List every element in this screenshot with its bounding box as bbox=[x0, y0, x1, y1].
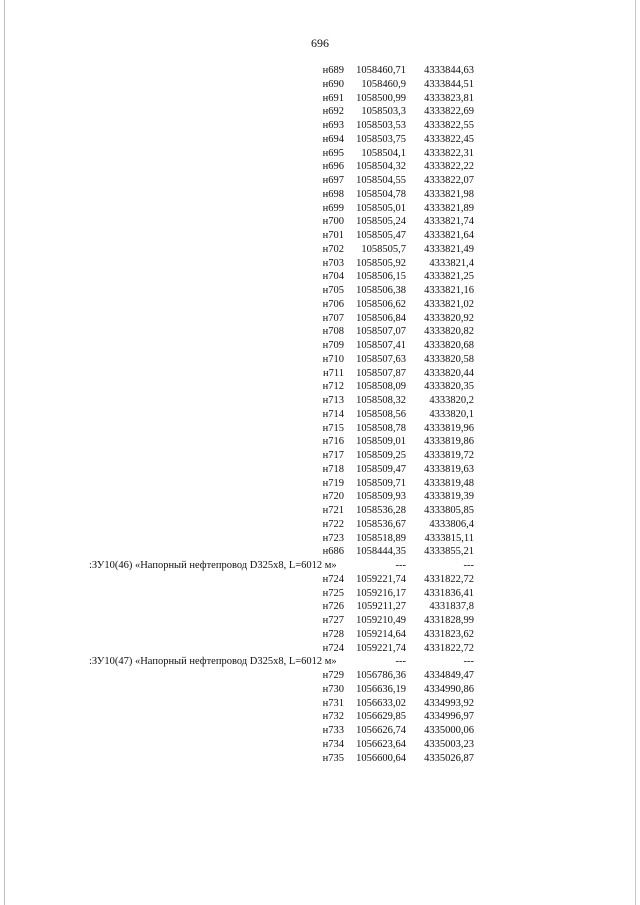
point-id-cell: н720 bbox=[322, 491, 344, 503]
table-row bbox=[0, 78, 640, 92]
x-coordinate-cell: 1058536,67 bbox=[356, 518, 406, 530]
x-coordinate-cell: 1058504,1 bbox=[361, 147, 406, 159]
x-coordinate-cell: 1058504,55 bbox=[356, 175, 406, 186]
y-coordinate-cell: 4333822,31 bbox=[424, 147, 474, 159]
table-row bbox=[0, 215, 640, 229]
y-coordinate-cell: 4333821,02 bbox=[424, 298, 474, 310]
y-coordinate-cell: 4333820,82 bbox=[424, 326, 474, 338]
x-coordinate-cell: 1058506,38 bbox=[356, 285, 406, 296]
point-id-cell: н709 bbox=[322, 340, 344, 351]
table-row bbox=[0, 270, 640, 284]
y-coordinate-cell: 4333819,39 bbox=[424, 491, 474, 503]
x-coordinate-cell: 1056633,02 bbox=[356, 697, 406, 709]
point-id-cell: н728 bbox=[322, 628, 344, 640]
point-id-cell: н715 bbox=[322, 422, 344, 434]
table-row bbox=[0, 243, 640, 257]
y-coordinate-cell: 4333820,68 bbox=[424, 340, 474, 351]
x-coordinate-cell: 1058505,24 bbox=[356, 216, 406, 228]
point-id-cell: н727 bbox=[322, 615, 344, 626]
x-coordinate-cell: 1059216,17 bbox=[356, 587, 406, 599]
point-id-cell: н702 bbox=[322, 243, 344, 255]
table-row bbox=[0, 312, 640, 326]
x-coordinate-cell: 1058509,71 bbox=[356, 477, 406, 489]
page-number: 696 bbox=[311, 36, 329, 50]
table-row bbox=[0, 353, 640, 367]
point-id-cell: н730 bbox=[322, 683, 344, 695]
point-id-cell: н731 bbox=[322, 697, 344, 709]
x-coordinate-cell: 1059221,74 bbox=[356, 573, 406, 585]
table-row bbox=[0, 669, 640, 683]
y-coordinate-cell: 4333821,16 bbox=[424, 285, 474, 296]
y-coordinate-cell: 4333815,11 bbox=[424, 532, 474, 544]
x-coordinate-cell: 1058505,47 bbox=[356, 230, 406, 241]
y-coordinate-cell: 4333844,63 bbox=[424, 65, 474, 76]
x-coordinate-cell: --- bbox=[395, 656, 406, 668]
table-row bbox=[0, 147, 640, 161]
x-coordinate-cell: 1056636,19 bbox=[356, 683, 406, 695]
table-row bbox=[0, 573, 640, 587]
x-coordinate-cell: 1058508,78 bbox=[356, 422, 406, 434]
x-coordinate-cell: 1058505,01 bbox=[356, 202, 406, 214]
x-coordinate-cell: 1058507,07 bbox=[356, 326, 406, 338]
x-coordinate-cell: 1056623,64 bbox=[356, 738, 406, 750]
table-row bbox=[0, 449, 640, 463]
y-coordinate-cell: 4333822,07 bbox=[424, 175, 474, 186]
section-header-row bbox=[0, 655, 640, 669]
table-row bbox=[0, 229, 640, 243]
table-row bbox=[0, 160, 640, 174]
table-row bbox=[0, 614, 640, 628]
y-coordinate-cell: 4333821,98 bbox=[424, 188, 474, 200]
table-row bbox=[0, 188, 640, 202]
point-id-cell: н712 bbox=[322, 381, 344, 393]
y-coordinate-cell: 4333806,4 bbox=[429, 518, 474, 530]
x-coordinate-cell: 1058505,7 bbox=[361, 243, 406, 255]
y-coordinate-cell: 4334993,92 bbox=[424, 697, 474, 709]
section-header-row bbox=[0, 559, 640, 573]
x-coordinate-cell: 1058536,28 bbox=[356, 505, 406, 516]
table-row bbox=[0, 504, 640, 518]
x-coordinate-cell: 1058506,15 bbox=[356, 271, 406, 283]
table-row bbox=[0, 257, 640, 271]
point-id-cell: н693 bbox=[322, 120, 344, 131]
x-coordinate-cell: --- bbox=[395, 560, 406, 571]
table-row bbox=[0, 133, 640, 147]
y-coordinate-cell: 4333820,2 bbox=[429, 395, 474, 406]
point-id-cell: н706 bbox=[322, 298, 344, 310]
y-coordinate-cell: 4333821,4 bbox=[429, 257, 474, 269]
point-id-cell: н723 bbox=[322, 532, 344, 544]
point-id-cell: н708 bbox=[322, 326, 344, 338]
table-row bbox=[0, 339, 640, 353]
point-id-cell: н713 bbox=[322, 395, 344, 406]
x-coordinate-cell: 1058505,92 bbox=[356, 257, 406, 269]
y-coordinate-cell: 4335026,87 bbox=[424, 752, 474, 764]
table-row bbox=[0, 435, 640, 449]
x-coordinate-cell: 1058518,89 bbox=[356, 532, 406, 544]
point-id-cell: н732 bbox=[322, 711, 344, 723]
y-coordinate-cell: 4331822,72 bbox=[424, 573, 474, 585]
point-id-cell: н717 bbox=[322, 450, 344, 461]
table-row bbox=[0, 600, 640, 614]
x-coordinate-cell: 1058507,63 bbox=[356, 353, 406, 365]
y-coordinate-cell: 4333819,86 bbox=[424, 436, 474, 448]
y-coordinate-cell: 4333821,49 bbox=[424, 243, 474, 255]
x-coordinate-cell: 1059221,74 bbox=[356, 642, 406, 654]
y-coordinate-cell: 4334996,97 bbox=[424, 711, 474, 723]
table-row bbox=[0, 697, 640, 711]
table-row bbox=[0, 422, 640, 436]
point-id-cell: н707 bbox=[322, 312, 344, 324]
table-row bbox=[0, 545, 640, 559]
point-id-cell: н695 bbox=[322, 147, 344, 159]
point-id-cell: н696 bbox=[322, 161, 344, 173]
y-coordinate-cell: 4333822,55 bbox=[424, 120, 474, 131]
point-id-cell: н722 bbox=[322, 518, 344, 530]
table-row bbox=[0, 587, 640, 601]
y-coordinate-cell: 4333820,92 bbox=[424, 312, 474, 324]
x-coordinate-cell: 1058506,84 bbox=[356, 312, 406, 324]
coordinates-table bbox=[0, 64, 640, 765]
point-id-cell: н700 bbox=[322, 216, 344, 228]
x-coordinate-cell: 1056629,85 bbox=[356, 711, 406, 723]
y-coordinate-cell: 4333819,48 bbox=[424, 477, 474, 489]
x-coordinate-cell: 1058503,75 bbox=[356, 133, 406, 145]
x-coordinate-cell: 1058503,3 bbox=[361, 106, 406, 118]
y-coordinate-cell: 4334849,47 bbox=[424, 670, 474, 681]
table-row bbox=[0, 64, 640, 78]
x-coordinate-cell: 1058500,99 bbox=[356, 92, 406, 104]
y-coordinate-cell: 4333821,89 bbox=[424, 202, 474, 214]
table-row bbox=[0, 518, 640, 532]
x-coordinate-cell: 1059214,64 bbox=[356, 628, 406, 640]
table-row bbox=[0, 298, 640, 312]
x-coordinate-cell: 1058509,25 bbox=[356, 450, 406, 461]
point-id-cell: н735 bbox=[322, 752, 344, 764]
y-coordinate-cell: 4331828,99 bbox=[424, 615, 474, 626]
x-coordinate-cell: 1059210,49 bbox=[356, 615, 406, 626]
point-id-cell: н697 bbox=[322, 175, 344, 186]
y-coordinate-cell: 4333820,44 bbox=[424, 367, 474, 379]
x-coordinate-cell: 1058507,87 bbox=[356, 367, 406, 379]
y-coordinate-cell: 4333822,45 bbox=[424, 133, 474, 145]
point-id-cell: н710 bbox=[322, 353, 344, 365]
table-row bbox=[0, 367, 640, 381]
table-row bbox=[0, 380, 640, 394]
y-coordinate-cell: 4333821,64 bbox=[424, 230, 474, 241]
table-row bbox=[0, 284, 640, 298]
point-id-cell: н703 bbox=[322, 257, 344, 269]
point-id-cell: н704 bbox=[322, 271, 344, 283]
point-id-cell: н694 bbox=[322, 133, 344, 145]
point-id-cell: н733 bbox=[322, 725, 344, 736]
y-coordinate-cell: 4333819,96 bbox=[424, 422, 474, 434]
table-row bbox=[0, 92, 640, 106]
y-coordinate-cell: --- bbox=[463, 560, 474, 571]
point-id-cell: н691 bbox=[322, 92, 344, 104]
table-row bbox=[0, 752, 640, 766]
table-row bbox=[0, 724, 640, 738]
table-row bbox=[0, 325, 640, 339]
point-id-cell: н718 bbox=[322, 463, 344, 475]
table-row bbox=[0, 642, 640, 656]
point-id-cell: н689 bbox=[322, 65, 344, 76]
y-coordinate-cell: 4333855,21 bbox=[424, 546, 474, 558]
point-id-cell: н686 bbox=[322, 546, 344, 558]
point-id-cell: н725 bbox=[322, 587, 344, 599]
table-row bbox=[0, 490, 640, 504]
y-coordinate-cell: 4331836,41 bbox=[424, 587, 474, 599]
y-coordinate-cell: 4331823,62 bbox=[424, 628, 474, 640]
point-id-cell: н729 bbox=[322, 670, 344, 681]
point-id-cell: н719 bbox=[322, 477, 344, 489]
point-id-cell: н699 bbox=[322, 202, 344, 214]
y-coordinate-cell: 4333823,81 bbox=[424, 92, 474, 104]
x-coordinate-cell: 1058504,32 bbox=[356, 161, 406, 173]
y-coordinate-cell: --- bbox=[463, 656, 474, 668]
y-coordinate-cell: 4333820,58 bbox=[424, 353, 474, 365]
x-coordinate-cell: 1058509,47 bbox=[356, 463, 406, 475]
point-id-cell: н724 bbox=[322, 642, 344, 654]
y-coordinate-cell: 4333805,85 bbox=[424, 505, 474, 516]
x-coordinate-cell: 1058508,09 bbox=[356, 381, 406, 393]
x-coordinate-cell: 1058507,41 bbox=[356, 340, 406, 351]
table-row bbox=[0, 105, 640, 119]
section-title: :ЗУ10(47) «Напорный нефтепровод D325x8, L=6012 м» bbox=[89, 656, 337, 668]
y-coordinate-cell: 4335003,23 bbox=[424, 738, 474, 750]
y-coordinate-cell: 4331837,8 bbox=[429, 601, 474, 613]
point-id-cell: н714 bbox=[322, 408, 344, 420]
y-coordinate-cell: 4333822,69 bbox=[424, 106, 474, 118]
x-coordinate-cell: 1058508,32 bbox=[356, 395, 406, 406]
x-coordinate-cell: 1058509,01 bbox=[356, 436, 406, 448]
y-coordinate-cell: 4334990,86 bbox=[424, 683, 474, 695]
x-coordinate-cell: 1058503,53 bbox=[356, 120, 406, 131]
y-coordinate-cell: 4333844,51 bbox=[424, 78, 474, 90]
table-row bbox=[0, 683, 640, 697]
table-row bbox=[0, 174, 640, 188]
y-coordinate-cell: 4333821,25 bbox=[424, 271, 474, 283]
point-id-cell: н734 bbox=[322, 738, 344, 750]
table-row bbox=[0, 532, 640, 546]
x-coordinate-cell: 1058460,9 bbox=[361, 78, 406, 90]
y-coordinate-cell: 4331822,72 bbox=[424, 642, 474, 654]
y-coordinate-cell: 4333819,72 bbox=[424, 450, 474, 461]
table-row bbox=[0, 463, 640, 477]
table-row bbox=[0, 738, 640, 752]
y-coordinate-cell: 4333822,22 bbox=[424, 161, 474, 173]
x-coordinate-cell: 1056600,64 bbox=[356, 752, 406, 764]
x-coordinate-cell: 1058508,56 bbox=[356, 408, 406, 420]
table-row bbox=[0, 710, 640, 724]
point-id-cell: н726 bbox=[322, 601, 344, 613]
table-row bbox=[0, 628, 640, 642]
x-coordinate-cell: 1056626,74 bbox=[356, 725, 406, 736]
x-coordinate-cell: 1059211,27 bbox=[356, 601, 406, 613]
section-title: :ЗУ10(46) «Напорный нефтепровод D325x8, L=6012 м» bbox=[89, 560, 337, 571]
point-id-cell: н690 bbox=[322, 78, 344, 90]
x-coordinate-cell: 1058506,62 bbox=[356, 298, 406, 310]
table-row bbox=[0, 408, 640, 422]
point-id-cell: н705 bbox=[322, 285, 344, 296]
point-id-cell: н698 bbox=[322, 188, 344, 200]
y-coordinate-cell: 4333821,74 bbox=[424, 216, 474, 228]
y-coordinate-cell: 4333820,35 bbox=[424, 381, 474, 393]
point-id-cell: н721 bbox=[322, 505, 344, 516]
y-coordinate-cell: 4333820,1 bbox=[429, 408, 474, 420]
y-coordinate-cell: 4335000,06 bbox=[424, 725, 474, 736]
point-id-cell: н692 bbox=[322, 106, 344, 118]
x-coordinate-cell: 1058504,78 bbox=[356, 188, 406, 200]
x-coordinate-cell: 1056786,36 bbox=[356, 670, 406, 681]
x-coordinate-cell: 1058509,93 bbox=[356, 491, 406, 503]
table-row bbox=[0, 202, 640, 216]
x-coordinate-cell: 1058460,71 bbox=[356, 65, 406, 76]
table-row bbox=[0, 394, 640, 408]
x-coordinate-cell: 1058444,35 bbox=[356, 546, 406, 558]
table-row bbox=[0, 119, 640, 133]
point-id-cell: н701 bbox=[322, 230, 344, 241]
table-row bbox=[0, 477, 640, 491]
point-id-cell: н716 bbox=[322, 436, 344, 448]
point-id-cell: н724 bbox=[322, 573, 344, 585]
point-id-cell: н711 bbox=[323, 367, 344, 379]
y-coordinate-cell: 4333819,63 bbox=[424, 463, 474, 475]
